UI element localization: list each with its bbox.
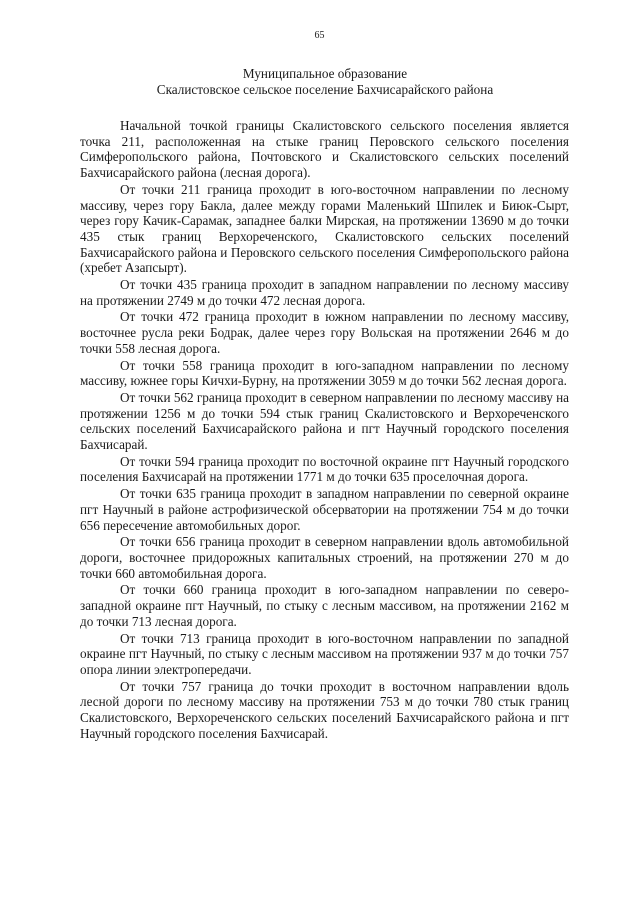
page-number: 65 (314, 30, 325, 41)
paragraph: От точки 435 граница проходит в западном направлении по лесному массиву на протяжении 2749 м до точки 472 лесная дорога. (80, 277, 569, 308)
paragraph: От точки 656 граница проходит в северном направлении вдоль автомобильной дороги, восточнее придорожных капитальных строений, на протяжении 270 м до точки 660 автомобильная дорога. (80, 534, 569, 581)
heading-line-1: Муниципальное образование (242, 66, 408, 81)
paragraph: От точки 713 граница проходит в юго-восточном направлении по западной окраине пгт Научный, по стыку с лесным массивом на протяжении 937 м до точки 757 опора линии электропередачи. (80, 630, 569, 677)
paragraph: От точки 757 граница до точки проходит в восточном направлении вдоль лесной дороги по лесному массиву на протяжении 753 м до точки 780 стык границ Скалистовского, Верхореченского сельских поселений Бахчисарайского района и пгт Научный городского поселения Бахчисарай. (80, 678, 569, 741)
heading-line-2: Скалистовское сельское поселение Бахчисарайского района (156, 82, 494, 97)
paragraph: От точки 594 граница проходит по восточной окраине пгт Научный городского поселения Бахчисарай на протяжении 1771 м до точки 635 проселочная дорога. (80, 453, 569, 485)
paragraph: Начальной точкой границы Скалистовского сельского поселения является точка 211, расположенная на стыке границ Перовского сельского поселения Симферопольского района, Почтовского и Скалистовского сельских поселений Бахчисарайского района (лесная дорога). (80, 118, 569, 181)
paragraph: От точки 558 граница проходит в юго-западном направлении по лесному массиву, южнее горы Кичхи-Бурну, на протяжении 3059 м до точки 562 лесная дорога. (80, 357, 569, 389)
document-heading (60, 66, 590, 98)
paragraph: От точки 660 граница проходит в юго-западном направлении по северо-западной окраине пгт Научный, по стыку с лесным массивом, на протяжении 2162 м до точки 713 лесная дорога. (80, 582, 569, 629)
document-body (80, 118, 569, 742)
paragraph: От точки 635 граница проходит в западном направлении по северной окраине пгт Научный в районе астрофизической обсерватории на протяжении 754 м до точки 656 пересечение автомобильных дорог. (80, 486, 569, 533)
paragraph: От точки 211 граница проходит в юго-восточном направлении по лесному массиву, через гору Бакла, далее между горами Маленький Шпилек и Биюк-Сырт, через гору Качик-Сарамак, западнее балки Мирская, на протяжении 13690 м до точки 435 стык границ Верхореченского, Скалистовского сельских поселений Бахчисарайского района и Перовского сельского поселения Симферопольского района (хребет Азапсырт). (80, 181, 569, 276)
paragraph: От точки 562 граница проходит в северном направлении по лесному массиву на протяжении 1256 м до точки 594 стык границ Скалистовского и Верхореченского сельских поселений Бахчисарайского района и пгт Научный городского поселения Бахчисарай. (80, 389, 569, 453)
paragraph: От точки 472 граница проходит в южном направлении по лесному массиву, восточнее русла реки Бодрак, далее через гору Вольская на протяжении 2646 м до точки 558 лесная дорога. (80, 309, 569, 356)
